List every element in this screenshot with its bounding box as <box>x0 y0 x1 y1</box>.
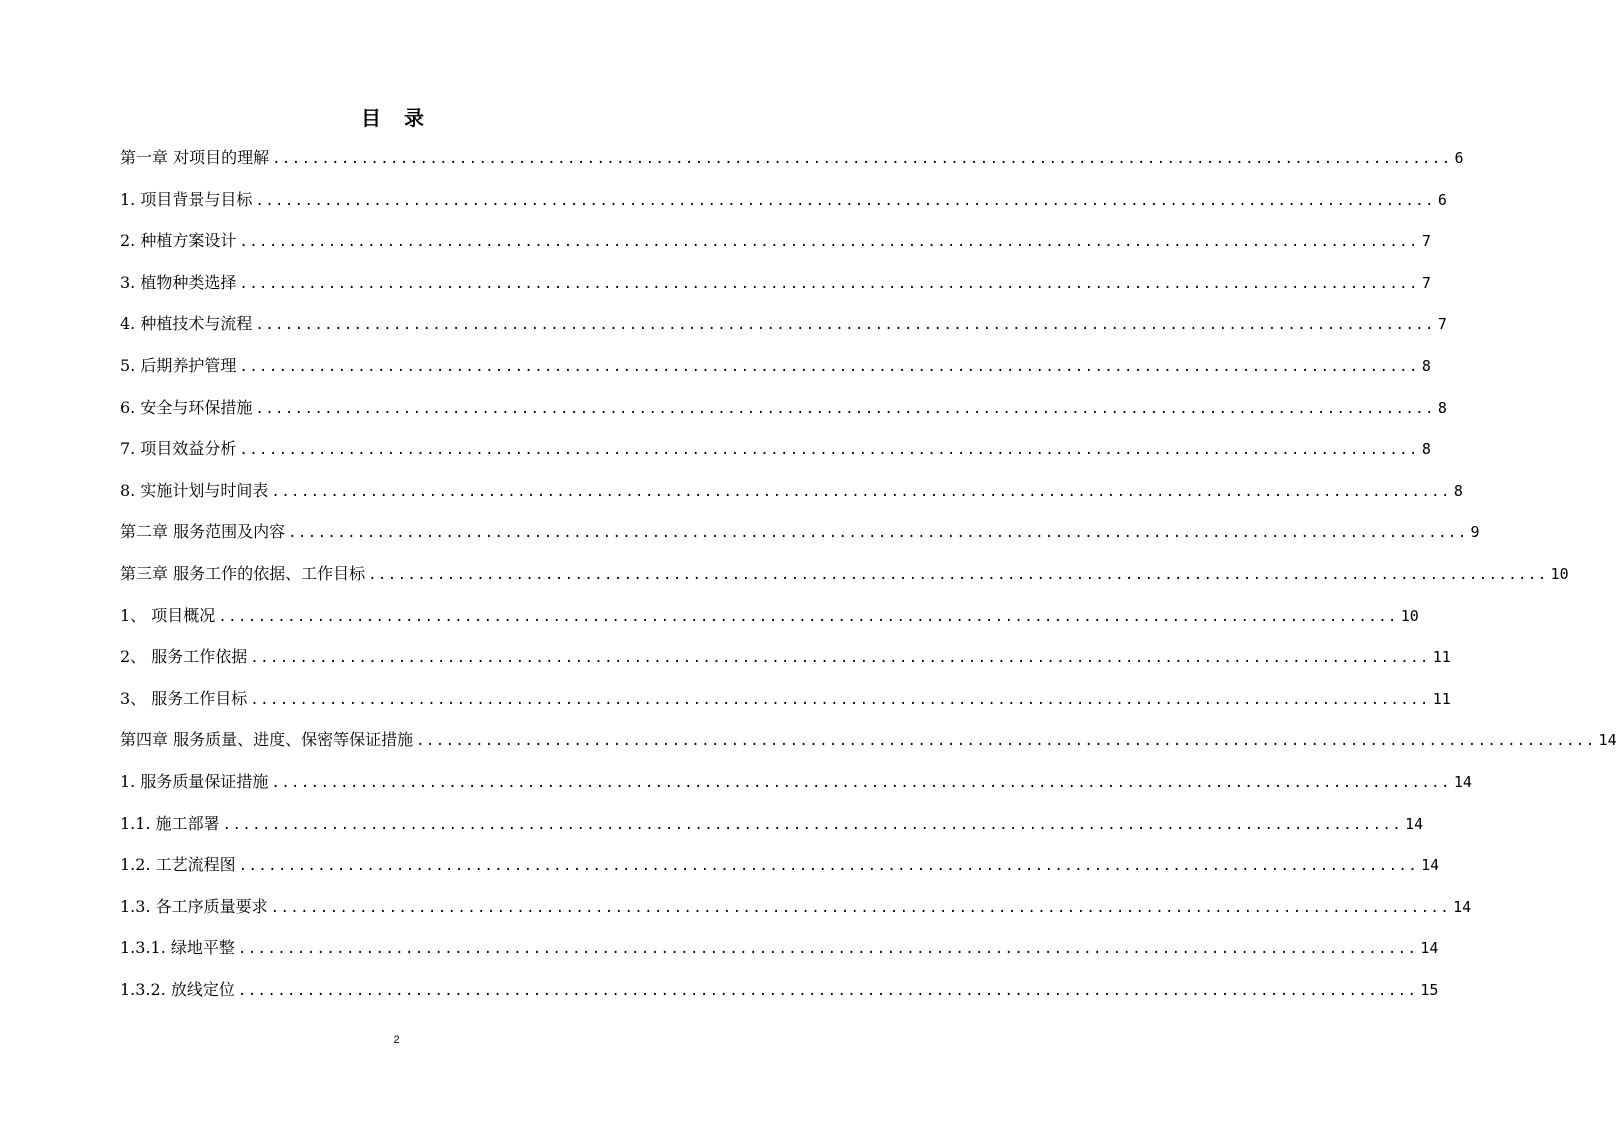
toc-leader-dots: ........................................................................................................................ <box>239 442 1419 459</box>
toc-entry-label: 2、 服务工作依据 <box>120 647 248 667</box>
toc-entry[interactable] <box>120 685 1451 727</box>
toc-leader-dots: ........................................................................................................................ <box>255 192 1435 209</box>
toc-leader-dots: ........................................................................................................................ <box>250 650 1430 667</box>
toc-leader-dots: ........................................................................................................................ <box>218 608 1398 625</box>
toc-entry-label: 1.2. 工艺流程图 <box>120 855 236 875</box>
toc-entry[interactable] <box>120 227 1431 269</box>
toc-entry[interactable] <box>120 518 1480 560</box>
toc-entry[interactable] <box>120 934 1439 976</box>
toc-entry[interactable] <box>120 394 1447 436</box>
toc-entry[interactable] <box>120 477 1463 519</box>
page-number: 2 <box>393 1034 400 1046</box>
toc-entry-label: 1. 服务质量保证措施 <box>120 771 269 791</box>
toc-entry[interactable] <box>120 810 1424 852</box>
toc-leader-dots: ........................................................................................................................ <box>271 774 1451 791</box>
toc-leader-dots: ........................................................................................................................ <box>271 483 1451 500</box>
toc-entry-page: 7 <box>1421 232 1431 251</box>
toc-entry-label: 第一章 对项目的理解 <box>120 148 270 167</box>
toc-entry-page: 8 <box>1453 481 1463 500</box>
toc-leader-dots: ........................................................................................................................ <box>416 733 1596 750</box>
toc-entry-label: 1. 项目背景与目标 <box>120 189 253 209</box>
toc-title: 目 录 <box>361 106 432 130</box>
toc-entry-label: 5. 后期养护管理 <box>120 355 237 375</box>
toc-leader-dots: ........................................................................................................................ <box>272 151 1452 167</box>
toc-leader-dots: ........................................................................................................................ <box>237 982 1418 999</box>
toc-entry-label: 1.3.1. 绿地平整 <box>120 938 235 958</box>
toc-leader-dots: ........................................................................................................................ <box>237 941 1418 958</box>
toc-entry-label: 1、 项目概况 <box>120 605 216 625</box>
toc-entry[interactable] <box>120 893 1472 935</box>
toc-entry-label: 6. 安全与环保措施 <box>120 397 253 417</box>
toc-leader-dots: ........................................................................................................................ <box>255 400 1435 417</box>
toc-leader-dots: ........................................................................................................................ <box>238 858 1419 875</box>
toc-entry-page: 14 <box>1405 814 1424 833</box>
toc-entry-label: 1.3. 各工序质量要求 <box>120 896 268 916</box>
toc-leader-dots: ........................................................................................................................ <box>270 899 1451 916</box>
toc-entry-page: 7 <box>1421 273 1431 292</box>
toc-entry-page: 6 <box>1454 149 1464 167</box>
toc-entry-label: 4. 种植技术与流程 <box>120 314 253 334</box>
toc-entry-label: 8. 实施计划与时间表 <box>120 480 269 500</box>
toc-entry[interactable] <box>120 269 1431 311</box>
toc-leader-dots: ........................................................................................................................ <box>250 691 1430 708</box>
toc-leader-dots: ........................................................................................................................ <box>239 358 1419 375</box>
toc-entry[interactable] <box>120 144 1464 186</box>
toc-leader-dots: ........................................................................................................................ <box>239 275 1419 292</box>
toc-entry-page: 14 <box>1453 897 1472 916</box>
toc-leader-dots: ........................................................................................................................ <box>222 816 1403 833</box>
toc-entry-page: 11 <box>1432 648 1451 667</box>
toc-leader-dots: ........................................................................................................................ <box>239 234 1419 251</box>
toc-entry[interactable] <box>120 976 1439 1018</box>
toc-entry-page: 15 <box>1420 980 1439 999</box>
toc-entry-page: 9 <box>1470 523 1480 542</box>
toc-entry-page: 14 <box>1598 731 1617 750</box>
toc-entry-page: 14 <box>1420 939 1439 958</box>
toc-entry[interactable] <box>120 186 1447 228</box>
toc-entry[interactable] <box>120 560 1569 602</box>
toc-leader-dots: ........................................................................................................................ <box>255 317 1435 334</box>
toc-entry[interactable] <box>120 768 1472 810</box>
toc-entry-page: 8 <box>1421 440 1431 459</box>
toc-entry[interactable] <box>120 435 1431 477</box>
toc-entry-label: 2. 种植方案设计 <box>120 231 237 251</box>
toc-entry-page: 14 <box>1421 856 1440 875</box>
toc-entry-label: 1.1. 施工部署 <box>120 813 220 833</box>
table-of-contents <box>120 144 1617 1017</box>
toc-entry-label: 第四章 服务质量、进度、保密等保证措施 <box>120 730 414 750</box>
toc-entry[interactable] <box>120 602 1419 644</box>
toc-entry-label: 7. 项目效益分析 <box>120 439 237 459</box>
toc-entry-label: 3、 服务工作目标 <box>120 688 248 708</box>
toc-entry[interactable] <box>120 851 1440 893</box>
toc-entry-label: 第二章 服务范围及内容 <box>120 522 286 542</box>
toc-entry[interactable] <box>120 310 1447 352</box>
toc-entry-page: 10 <box>1400 606 1419 625</box>
toc-entry-label: 1.3.2. 放线定位 <box>120 979 235 999</box>
toc-entry-page: 8 <box>1437 398 1447 417</box>
toc-entry-label: 第三章 服务工作的依据、工作目标 <box>120 563 366 583</box>
toc-entry-page: 10 <box>1550 564 1569 583</box>
toc-leader-dots: ........................................................................................................................ <box>368 566 1548 583</box>
toc-entry-page: 7 <box>1437 315 1447 334</box>
toc-entry[interactable] <box>120 726 1617 768</box>
toc-entry-page: 6 <box>1437 190 1447 209</box>
toc-entry[interactable] <box>120 643 1451 685</box>
toc-entry-page: 8 <box>1421 356 1431 375</box>
toc-entry-page: 14 <box>1453 772 1472 791</box>
toc-entry-page: 11 <box>1432 689 1451 708</box>
toc-entry[interactable] <box>120 352 1431 394</box>
toc-entry-label: 3. 植物种类选择 <box>120 272 237 292</box>
toc-leader-dots: ........................................................................................................................ <box>288 525 1468 542</box>
